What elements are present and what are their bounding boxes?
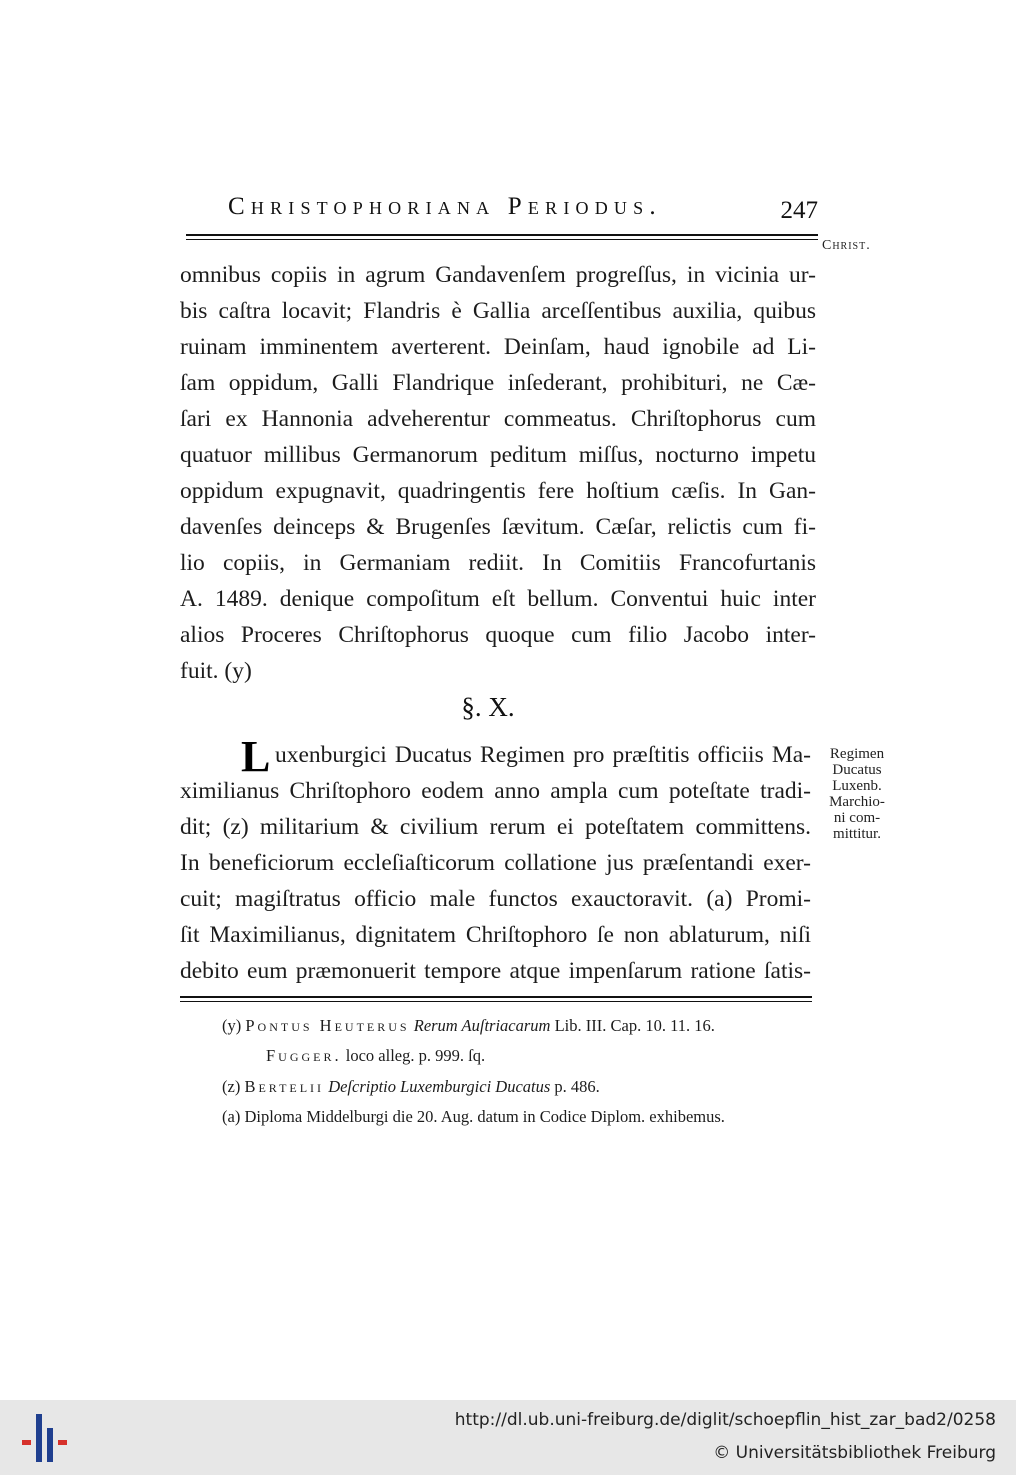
footnote-a xyxy=(222,1107,725,1127)
body-line: cuit; magiſtratus officio male functos exauctoravit. (a) Promi- xyxy=(180,886,811,912)
body-line: ximilianus Chriſtophoro eodem anno ampla cum poteſtate tradi- xyxy=(180,778,811,804)
body-line: A. 1489. denique compoſitum eſt bellum. Conventui huic inter xyxy=(180,586,816,612)
footnote-author: Fugger. xyxy=(266,1046,342,1065)
body-line: ſit Maximilianus, dignitatem Chriſtophoro ſe non ablaturum, niſi xyxy=(180,922,811,948)
header-rule xyxy=(186,234,818,236)
copyright-notice: © Universitätsbibliothek Freiburg xyxy=(713,1443,996,1463)
body-line: omnibus copiis in agrum Gandavenſem progreſſus, in vicinia ur- xyxy=(180,262,816,288)
body-line: dit; (z) militarium & civilium rerum ei poteſtatem committens. xyxy=(180,814,811,840)
margin-note-christ: Christ. xyxy=(822,238,871,253)
footnote-mark: (y) xyxy=(222,1016,242,1035)
footnote-z xyxy=(222,1077,600,1097)
body-line: lio copiis, in Germaniam rediit. In Comitiis Francofurtanis xyxy=(180,550,816,576)
library-logo-icon xyxy=(14,1410,70,1466)
footnote-author: Pontus Heuterus xyxy=(245,1016,410,1035)
body-line: fuit. (y) xyxy=(180,658,252,684)
body-line: davenſes deinceps & Brugenſes ſævitum. Cæſar, relictis cum fi- xyxy=(180,514,816,540)
footnote-reference: loco alleg. p. 999. ſq. xyxy=(345,1046,486,1065)
margin-note-line: Ducatus xyxy=(832,762,882,778)
footnote-text: Diploma Middelburgi die 20. Aug. datum in Codice Diplom. exhibemus. xyxy=(244,1107,725,1126)
footnote-title: Rerum Auſtriacarum xyxy=(413,1016,551,1035)
body-line: alios Proceres Chriſtophorus quoque cum filio Jacobo inter- xyxy=(180,622,816,648)
footnote-reference: p. 486. xyxy=(554,1077,600,1096)
margin-note-line: Marchio- xyxy=(829,794,885,810)
footnote-author: Bertelii xyxy=(244,1077,325,1096)
footnote-title: Deſcriptio Luxemburgici Ducatus xyxy=(328,1077,551,1096)
running-title: Christophoriana Periodus. xyxy=(228,193,662,220)
body-line: In beneficiorum eccleſiaſticorum collatione jus præſentandi exer- xyxy=(180,850,811,876)
footnote-rule-thin xyxy=(180,1001,812,1002)
body-line: oppidum expugnavit, quadringentis fere hoſtium cæſis. In Gan- xyxy=(180,478,816,504)
margin-note-line: Luxenb. xyxy=(832,778,882,794)
header-rule-thin xyxy=(186,239,818,240)
body-line: uxenburgici Ducatus Regimen pro præſtitis officiis Ma- xyxy=(275,742,811,768)
section-heading: §. X. xyxy=(461,692,515,722)
body-line: ſari ex Hannonia adveherentur commeatus. Chriſtophorus cum xyxy=(180,406,816,432)
margin-note-line: mittitur. xyxy=(833,826,881,842)
body-line: debito eum præmonuerit tempore atque impenſarum ratione ſatis- xyxy=(180,958,811,984)
running-head xyxy=(228,193,818,227)
body-line: bis caſtra locavit; Flandris è Gallia arceſſentibus auxilia, quibus xyxy=(180,298,816,324)
body-line: quatuor millibus Germanorum peditum miſſus, nocturno impetu xyxy=(180,442,816,468)
footnote-rule xyxy=(180,996,812,998)
page-number: 247 xyxy=(780,197,818,224)
footnote-mark: (z) xyxy=(222,1077,241,1096)
footnote-reference: Lib. III. Cap. 10. 11. 16. xyxy=(554,1016,715,1035)
margin-note-regimen xyxy=(812,746,902,842)
margin-note-line: ni com- xyxy=(833,810,881,826)
drop-cap: L xyxy=(241,732,271,781)
footnote-mark: (a) xyxy=(222,1107,241,1126)
permalink-url[interactable]: http://dl.ub.uni-freiburg.de/diglit/schoepflin_hist_zar_bad2/0258 xyxy=(454,1410,996,1430)
footnote-y xyxy=(222,1016,715,1036)
body-line: ſam oppidum, Galli Flandrique inſederant, prohibituri, ne Cæ- xyxy=(180,370,816,396)
footnote-y-continued xyxy=(266,1046,485,1066)
margin-note-line: Regimen xyxy=(829,746,885,762)
body-line: ruinam imminentem averterent. Deinſam, haud ignobile ad Li- xyxy=(180,334,816,360)
